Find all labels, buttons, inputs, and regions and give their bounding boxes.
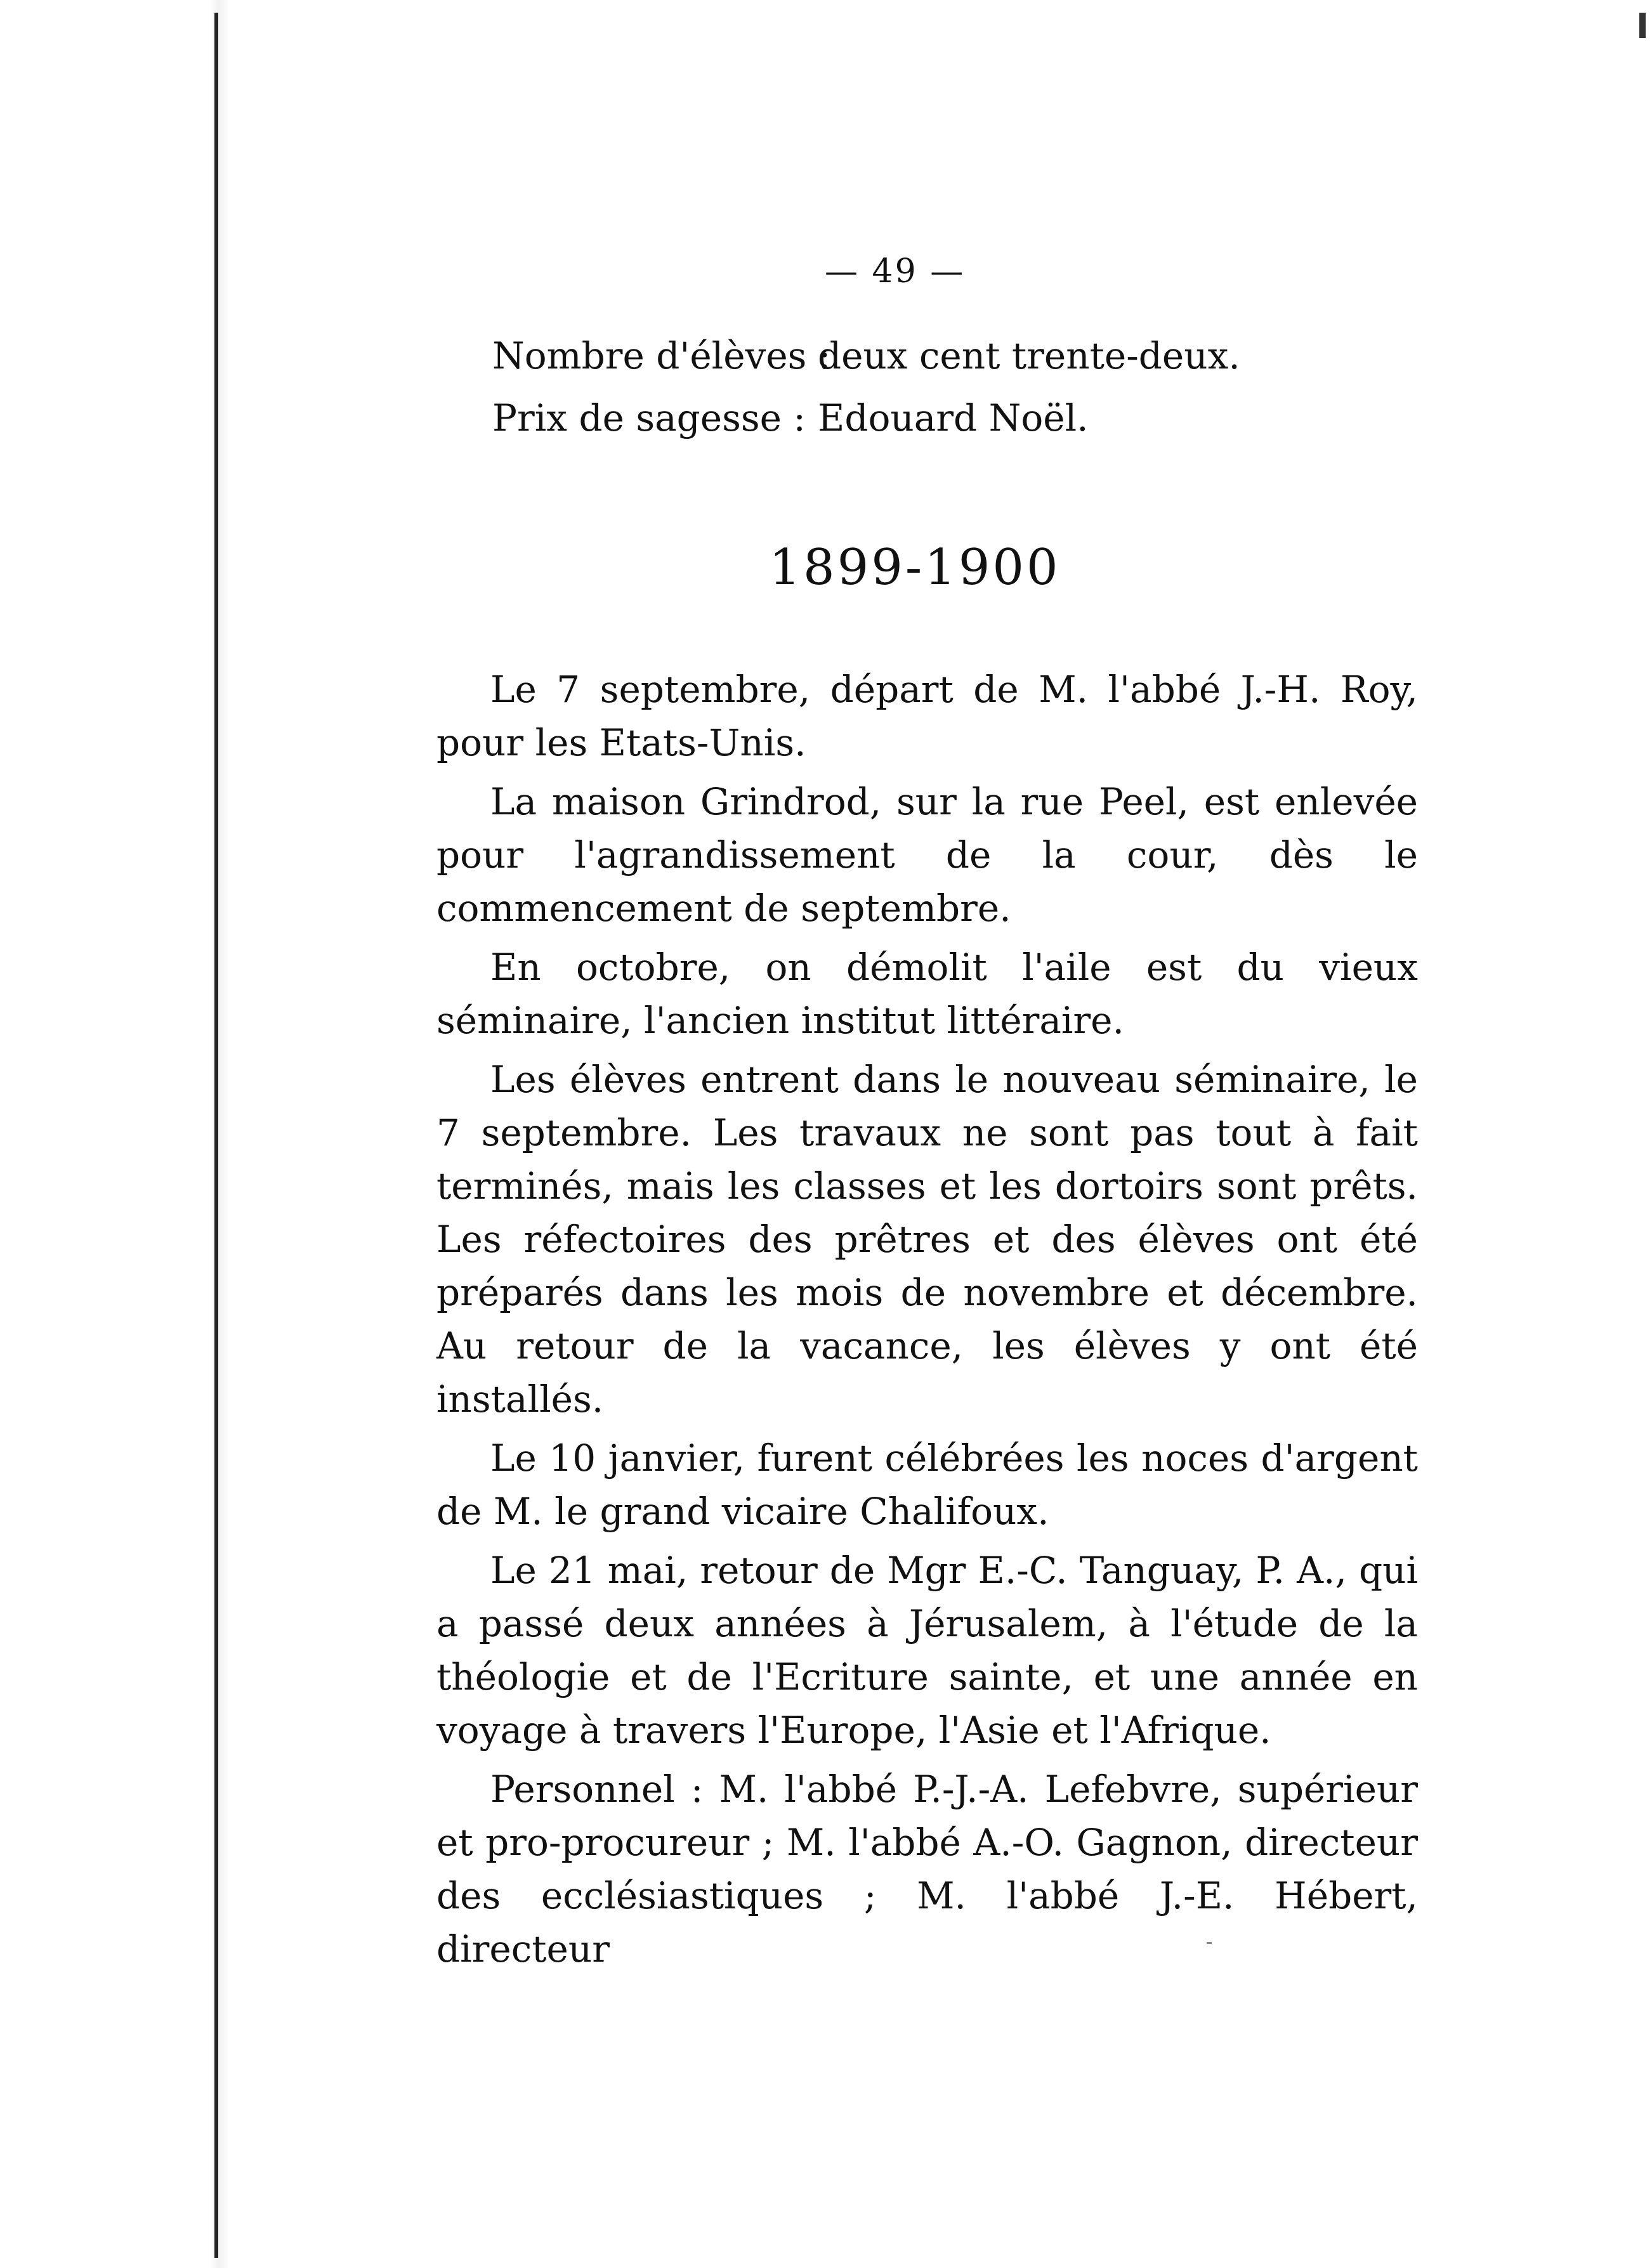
summary-label: Nombre d'élèves : — [492, 334, 831, 377]
paragraph: Le 21 mai, retour de Mgr E.-C. Tanguay, P. A., qui a passé deux années à Jérusalem, à l'étude de la théologie et de l'Ecriture sainte, et une année en voyage à travers l'Europe, l'Asie et l'Afrique. — [436, 1549, 1418, 1752]
paragraph: Le 10 janvier, furent célébrées les noces d'argent de M. le grand vicaire Chalifoux. — [436, 1437, 1418, 1533]
summary-value: deux cent trente-deux. — [818, 334, 1240, 377]
summary-row-prize — [492, 387, 1444, 449]
summary-row-students — [492, 325, 1444, 387]
paragraph: En octobre, on démolit l'aile est du vieux séminaire, l'ancien institut littéraire. — [436, 946, 1418, 1042]
summary-block — [492, 325, 1444, 449]
paragraph: Personnel : M. l'abbé P.-J.-A. Lefebvre, supérieur et pro-procureur ; M. l'abbé A.-O. Gagnon, directeur des ecclésiastiques ; M. l'abbé J.-E. Hébert, directeur — [436, 1768, 1418, 1971]
paragraph: Les élèves entrent dans le nouveau séminaire, le 7 septembre. Les travaux ne sont pas tout à fait terminés, mais les classes et les dortoirs sont prêts. Les réfectoires des prêtres et des élèves ont été préparés dans les mois de novembre et décembre. Au retour de la vacance, les élèves y ont été installés. — [436, 1058, 1418, 1421]
paragraph: La maison Grindrod, sur la rue Peel, est enlevée pour l'agrandissement de la cour, dès le commencement de septembre. — [436, 780, 1418, 930]
print-speck — [1207, 1942, 1212, 1944]
page-number: — 49 — — [825, 252, 966, 290]
section-heading: 1899-1900 — [769, 539, 1061, 596]
body-text — [436, 663, 1418, 1981]
summary-value: Edouard Noël. — [818, 396, 1089, 440]
summary-label: Prix de sagesse : — [492, 396, 806, 440]
paragraph: Le 7 septembre, départ de M. l'abbé J.-H. Roy, pour les Etats-Unis. — [436, 668, 1418, 764]
